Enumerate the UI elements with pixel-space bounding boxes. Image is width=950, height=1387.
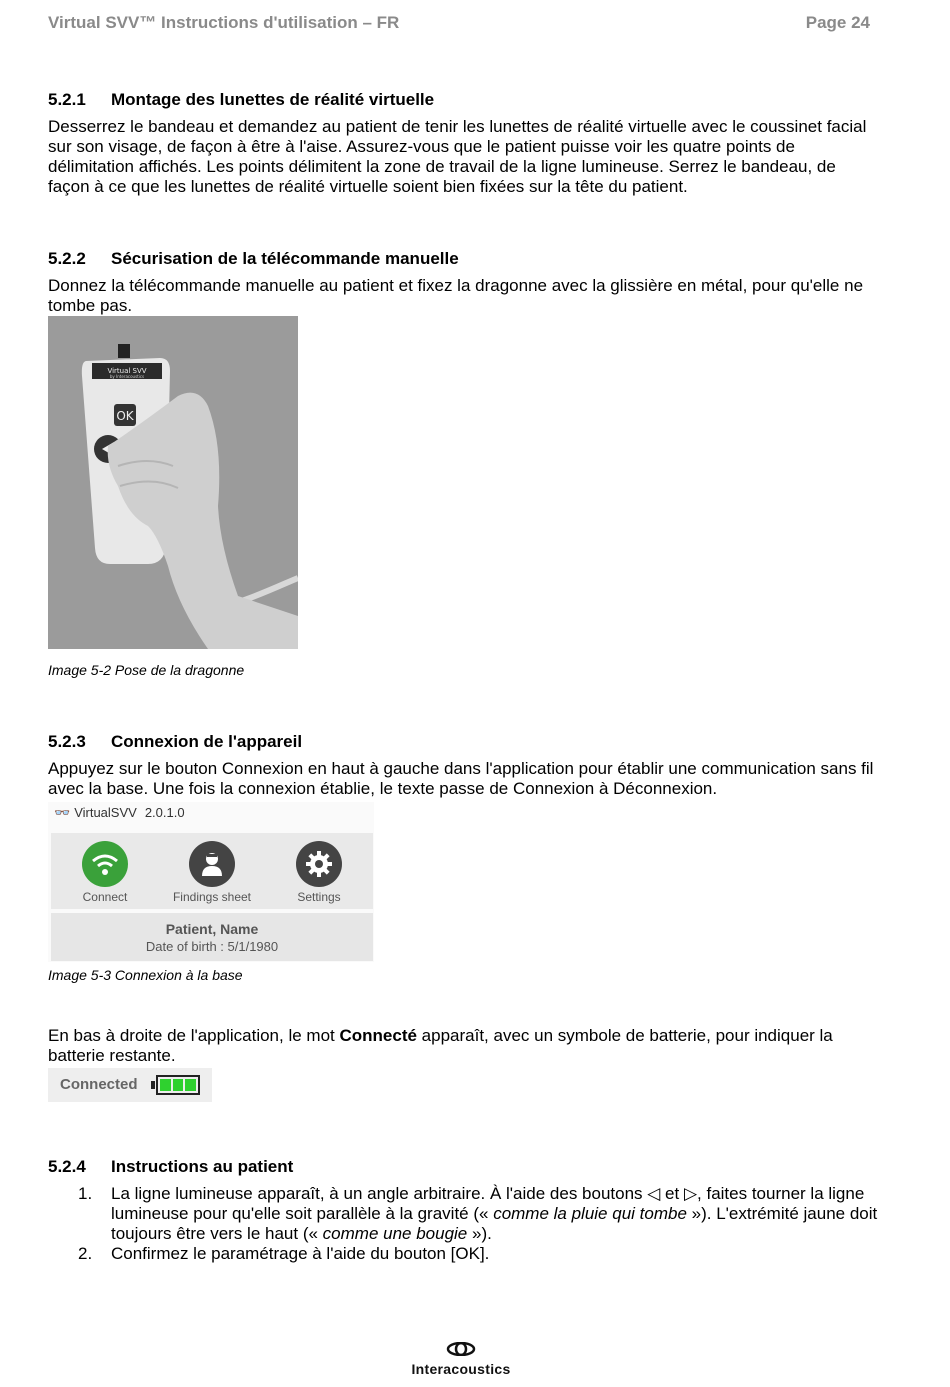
findings-sheet-button[interactable] (162, 841, 262, 904)
section-paragraph: Donnez la télécommande manuelle au patient et fixez la dragonne avec la glissière en métal, pour qu'elle ne tombe pas. (48, 276, 864, 315)
app-title-bar (54, 805, 185, 821)
section-number: 5.2.2 (48, 249, 86, 268)
bold-term: Connecté (339, 1026, 417, 1045)
document-title: Virtual SVV™ Instructions d'utilisation – FR (48, 13, 400, 32)
remote-strap-photo (48, 316, 298, 649)
list-item (78, 1244, 878, 1264)
connect-button[interactable] (55, 841, 155, 904)
app-version: 2.0.1.0 (144, 805, 185, 820)
section-paragraph: Desserrez le bandeau et demandez au patient de tenir les lunettes de réalité virtuelle avec le coussinet facial sur son visage, de façon à être à l'aise. Assurez-vous que le patient puisse voir les quatre points de délimitation affichés. Les points délimitent la zone de travail de la ligne lumineuse. Serrez le bandeau, de façon à ce que les lunettes de réalité virtuelle soient bien fixées sur la tête du patient. (48, 117, 867, 196)
section-heading-5-2-2 (48, 249, 459, 269)
patient-panel (51, 913, 373, 961)
list-number: 1. (78, 1184, 93, 1203)
findings-sheet-label: Findings sheet (172, 890, 252, 904)
section-number: 5.2.3 (48, 732, 86, 751)
connected-label: Connected (60, 1076, 138, 1093)
figure-caption: Image 5-3 Connexion à la base (48, 967, 243, 983)
patient-name: Patient, Name (165, 921, 259, 937)
section-title: Montage des lunettes de réalité virtuelle (111, 90, 435, 109)
text-segment: La ligne lumineuse apparaît, à un angle arbitraire. À l'aide des boutons ◁ et ▷, faites tourner la ligne lumineuse pour qu'elle soit parallèle à la gravité (« (111, 1184, 865, 1223)
vr-goggles-icon: 👓 (54, 805, 71, 820)
text-segment: »). (467, 1224, 492, 1243)
settings-label: Settings (297, 890, 341, 904)
instruction-list (78, 1184, 878, 1264)
section-title: Connexion de l'appareil (111, 732, 303, 751)
section-number: 5.2.4 (48, 1157, 86, 1176)
connect-label: Connect (82, 890, 128, 904)
remote-ok-label: OK (116, 409, 134, 423)
app-name: VirtualSVV (74, 805, 137, 820)
figure-caption: Image 5-2 Pose de la dragonne (48, 662, 245, 678)
text-segment: apparaît, avec un symbole de batterie, pour indiquer la batterie restante. (48, 1026, 833, 1065)
wifi-icon (82, 841, 128, 887)
battery-icon (156, 1075, 200, 1095)
logo-text: Interacoustics (411, 1361, 511, 1377)
text-segment: Confirmez le paramétrage à l'aide du bouton [OK]. (111, 1244, 490, 1263)
app-toolbar (51, 833, 373, 909)
section-heading-5-2-1 (48, 90, 434, 110)
section-heading-5-2-4 (48, 1157, 293, 1177)
connected-paragraph (48, 1026, 878, 1066)
section-title: Sécurisation de la télécommande manuelle (111, 249, 459, 268)
text-segment: En bas à droite de l'application, le mot (48, 1026, 340, 1045)
section-heading-5-2-3 (48, 732, 302, 752)
remote-brand-label: Virtual SVV (107, 367, 147, 375)
patient-dob: Date of birth : 5/1/1980 (145, 939, 279, 954)
text-segment: »). L'extrémité jaune doit toujours être vers le haut (« (111, 1204, 878, 1243)
remote-brand-sublabel: by Interacoustics (109, 374, 145, 379)
page-number: Page 24 (805, 13, 870, 32)
app-screenshot (48, 802, 374, 962)
section-title: Instructions au patient (111, 1157, 294, 1176)
logo-mark-icon (446, 1342, 476, 1356)
interacoustics-logo (396, 1342, 526, 1377)
gear-icon (296, 841, 342, 887)
settings-button[interactable] (269, 841, 369, 904)
list-number: 2. (78, 1244, 93, 1263)
list-item (78, 1184, 878, 1244)
section-paragraph: Appuyez sur le bouton Connexion en haut à gauche dans l'application pour établir une communication sans fil avec la base. Une fois la connexion établie, le texte passe de Connexion à Déconnexion. (48, 759, 874, 798)
italic-segment: comme une bougie (322, 1224, 468, 1243)
doctor-icon (189, 841, 235, 887)
section-number: 5.2.1 (48, 90, 86, 109)
italic-segment: comme la pluie qui tombe (493, 1204, 687, 1223)
connected-status (48, 1068, 212, 1102)
